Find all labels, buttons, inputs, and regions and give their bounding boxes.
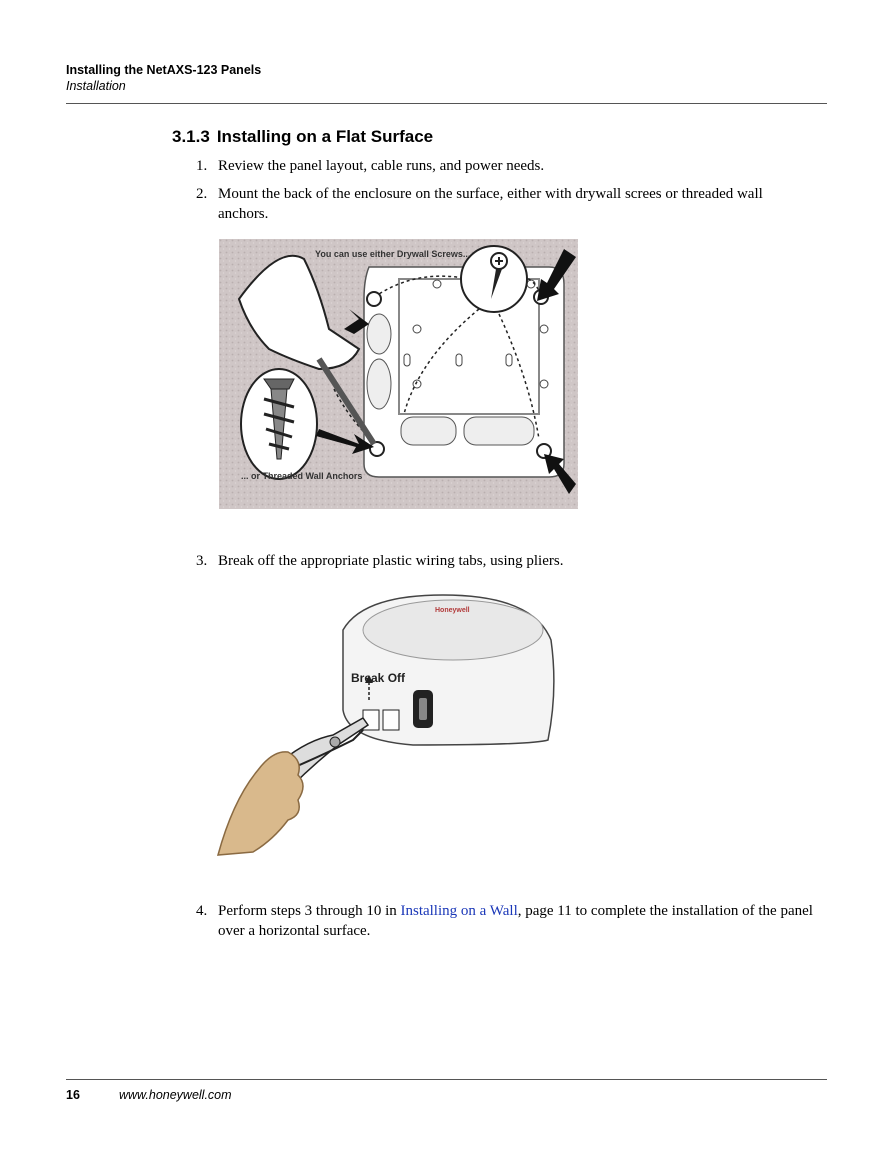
step-text: Break off the appropriate plastic wiring tabs, using pliers. <box>218 553 564 569</box>
step-text-before: Perform steps 3 through 10 in <box>218 903 401 919</box>
section-heading <box>172 127 433 147</box>
plate-slot <box>367 359 391 409</box>
figure1-bottom-label: ... or Threaded Wall Anchors <box>241 471 363 481</box>
plate-slot <box>464 417 534 445</box>
installing-on-a-wall-link[interactable]: Installing on a Wall <box>400 903 518 919</box>
housing-port-inner <box>419 698 427 720</box>
figure1-top-label: You can use either Drywall Screws... <box>315 249 471 259</box>
section-number: 3.1.3 <box>172 127 210 146</box>
step-number: 4. <box>196 903 208 919</box>
step-text: Mount the back of the enclosure on the surface, either with drywall screes or threaded wall anchors. <box>218 186 763 222</box>
mounting-figure <box>219 239 578 509</box>
step-4 <box>196 902 826 941</box>
running-header-title: Installing the NetAXS-123 Panels <box>66 63 262 77</box>
step-3 <box>196 552 826 572</box>
step-number: 2. <box>196 186 208 202</box>
plate-slot <box>367 314 391 354</box>
header-rule <box>66 103 827 104</box>
running-header-subtitle: Installation <box>66 79 126 93</box>
hand-icon <box>218 752 303 855</box>
section-title-text: Installing on a Flat Surface <box>216 127 434 146</box>
plate-slot <box>401 417 456 445</box>
step-number: 3. <box>196 553 208 569</box>
brand-logo: Honeywell <box>435 607 470 614</box>
break-off-label: Break Off <box>351 671 406 685</box>
page-number: 16 <box>66 1088 80 1102</box>
step-text: Review the panel layout, cable runs, and power needs. <box>218 158 545 174</box>
step-2 <box>196 185 806 224</box>
footer-rule <box>66 1079 827 1080</box>
step-text <box>218 902 826 941</box>
step-text-after: , page 11 to complete the installation of the panel over a horizontal surface. <box>218 903 813 939</box>
wiring-tab <box>383 710 399 730</box>
step-1 <box>196 157 826 177</box>
break-off-figure <box>213 590 563 858</box>
step-number: 1. <box>196 158 208 174</box>
footer-website: www.honeywell.com <box>119 1088 232 1102</box>
